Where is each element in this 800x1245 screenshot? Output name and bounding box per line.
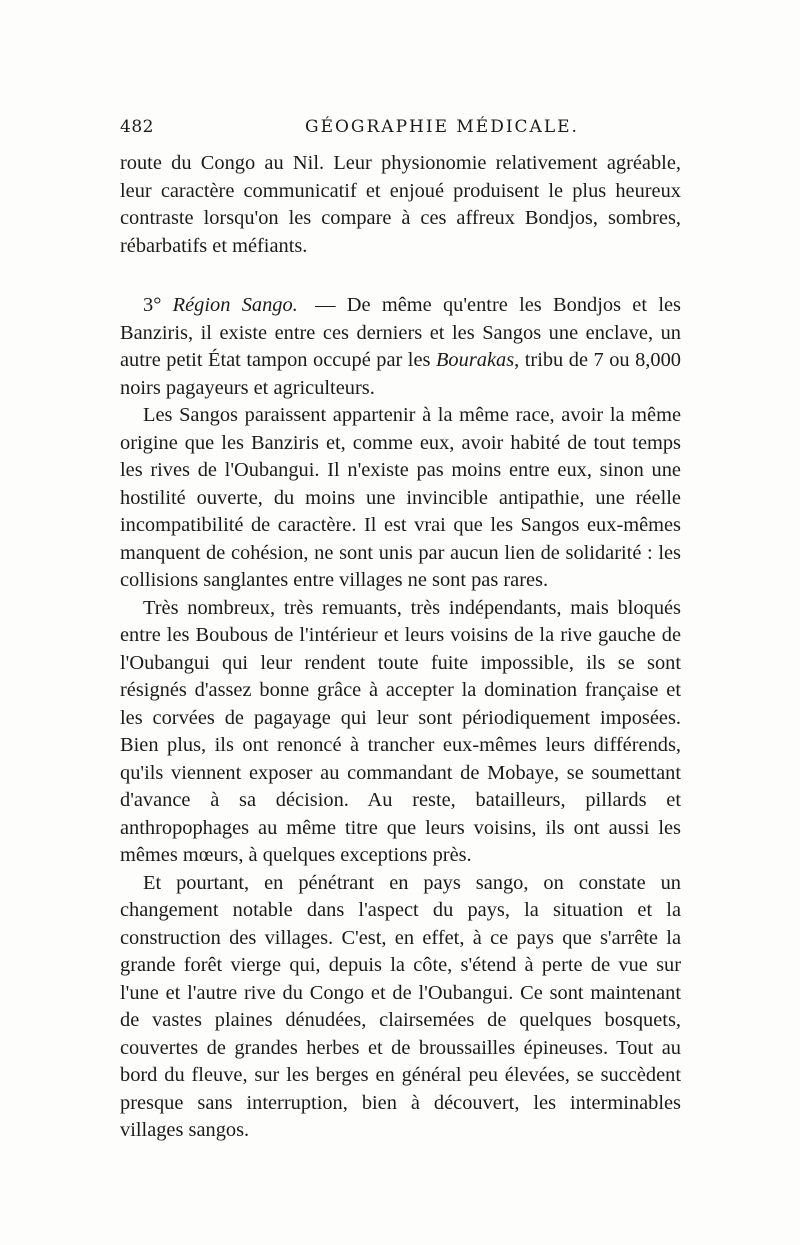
body-text	[120, 150, 681, 1145]
section-heading: Région Sango.	[172, 294, 298, 316]
paragraph-text: De même qu'entre les Bondjos et les Banziris, il existe entre ces derniers et les Sangos une enclave, un autre petit État tampon occupé par les	[120, 294, 681, 371]
tribe-name: Bourakas	[435, 349, 515, 371]
section-gap	[120, 260, 681, 292]
paragraph: Les Sangos paraissent appartenir à la même race, avoir la même origine que les Banziris et, comme eux, avoir habité de tout temps les rives de l'Oubangui. Il n'existe pas moins entre eux, sinon une hostilité ouverte, du moins une invincible antipathie, une réelle incompatibilité de caractère. Il est vrai que les Sangos eux-mêmes manquent de cohésion, ne sont unis par aucun lien de solidarité : les collisions sanglantes entre villages ne sont pas rares.	[120, 404, 681, 591]
running-head	[120, 117, 680, 145]
section-number: 3°	[143, 294, 162, 316]
page-number: 482	[120, 117, 154, 137]
heading-dash: —	[315, 294, 336, 316]
paragraph-continuation: route du Congo au Nil. Leur physionomie relativement agréable, leur caractère communicatif et enjoué produisent le plus heureux contraste lorsqu'on les compare à ces affreux Bondjos, sombres, rébarbatifs et méfiants.	[120, 152, 681, 257]
running-title: GÉOGRAPHIE MÉDICALE.	[305, 117, 579, 137]
section-paragraph-sango	[120, 292, 681, 402]
paragraph: Et pourtant, en pénétrant en pays sango, on constate un changement notable dans l'aspect du pays, la situation et la construction des villages. C'est, en effet, à ce pays que s'arrête la grande forêt vierge qui, depuis la côte, s'étend à perte de vue sur l'une et l'autre rive du Congo et de l'Oubangui. Ce sont maintenant de vastes plaines dénudées, clairsemées de quelques bosquets, couvertes de grandes herbes et de broussailles épineuses. Tout au bord du fleuve, sur les berges en général peu élevées, se succèdent presque sans interruption, bien à découvert, les interminables villages sangos.	[120, 871, 681, 1141]
paragraph: Très nombreux, très remuants, très indépendants, mais bloqués entre les Boubous de l'intérieur et leurs voisins de la rive gauche de l'Oubangui qui leur rendent toute fuite impossible, ils se sont résignés d'assez bonne grâce à accepter la domination française et les corvées de pagayage qui leur sont périodiquement imposées. Bien plus, ils ont renoncé à trancher eux-mêmes leurs différends, qu'ils viennent exposer au commandant de Mobaye, se soumettant d'avance à sa décision. Au reste, batailleurs, pillards et anthropophages au même titre que leurs voisins, ils ont aussi les mêmes mœurs, à quelques exceptions près.	[120, 596, 681, 866]
paragraph-text: , tribu de 7 ou 8,000 noirs pagayeurs et agriculteurs.	[120, 349, 681, 399]
